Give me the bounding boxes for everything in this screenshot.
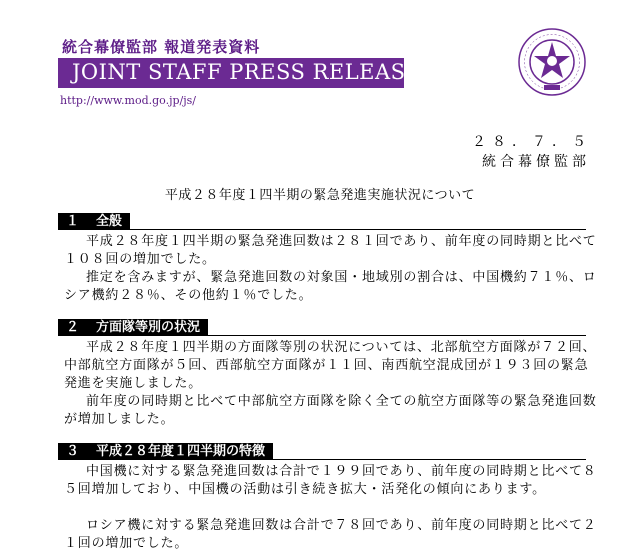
section-3-paragraph-1: 中国機に対する緊急発進回数は合計で１９９回であり、前年度の同時期と比べて８５回増加しており、中国機の活動は引き続き拡大・活発化の傾向にあります。 [64, 464, 597, 497]
section-number: １ [66, 214, 80, 229]
joint-staff-seal-icon [518, 28, 586, 96]
release-date: ２８．７．５ [472, 134, 592, 150]
section-1-paragraph-1: 平成２８年度１四半期の緊急発進回数は２８１回であり、前年度の同時期と比べて１０８回の増加でした。 [64, 234, 597, 267]
section-1-paragraph-2: 推定を含みますが、緊急発進回数の対象国・地域別の割合は、中国機約７１％、ロシア機約２８％、その他約１％でした。 [64, 270, 597, 303]
banner-title: JOINT STAFF PRESS RELEASE [72, 60, 422, 84]
section-number: ３ [66, 444, 80, 459]
section-heading-text: 全般 [96, 214, 123, 229]
section-2-paragraph-1: 平成２８年度１四半期の方面隊等別の状況については、北部航空方面隊が７２回、中部航空方面隊が５回、西部航空方面隊が１１回、南西航空混成団が１９３回の緊急発進を実施しました。 [64, 340, 597, 391]
issuing-office: 統合幕僚監部 [482, 154, 590, 170]
section-divider [58, 459, 586, 460]
section-2-heading [58, 319, 208, 336]
website-url[interactable]: http://www.mod.go.jp/js/ [60, 94, 197, 107]
section-1-heading [58, 213, 130, 230]
section-heading-text: 平成２８年度１四半期の特徴 [96, 444, 266, 459]
section-3-paragraph-2: ロシア機に対する緊急発進回数は合計で７８回であり、前年度の同時期と比べて２１回の増加でした。 [64, 518, 597, 551]
section-divider [58, 229, 586, 230]
section-heading-text: 方面隊等別の状況 [96, 320, 201, 335]
section-2-paragraph-2: 前年度の同時期と比べて中部航空方面隊を除く全ての航空方面隊等の緊急発進回数が増加しました。 [64, 394, 597, 427]
header-org-line: 統合幕僚監部 報道発表資料 [62, 38, 261, 56]
section-number: ２ [66, 320, 80, 335]
document-title: 平成２８年度１四半期の緊急発進実施状況について [164, 188, 476, 203]
press-release-banner [58, 58, 422, 88]
section-3-heading [58, 443, 273, 460]
section-divider [58, 335, 586, 336]
